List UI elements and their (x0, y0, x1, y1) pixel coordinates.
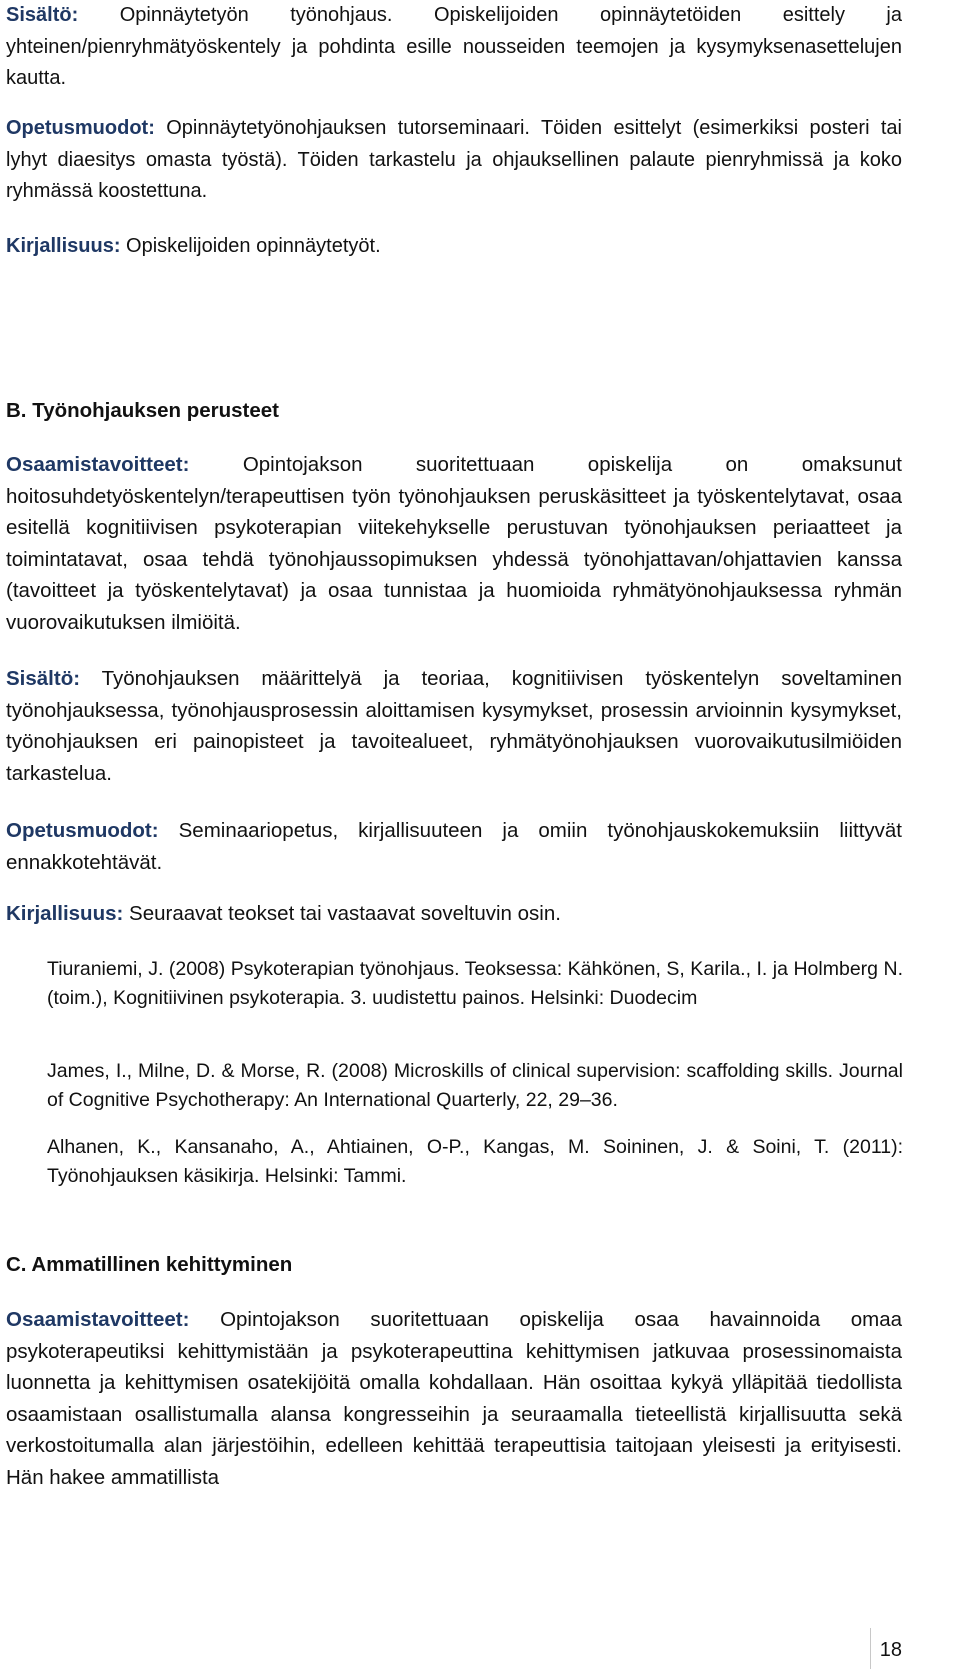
literature-label: Kirjallisuus: (6, 235, 121, 257)
learning-outcomes-text: Opintojakson suoritettuaan opiskelija osaa havainnoida omaa psykoterapeutiksi kehittymistään ja psykoterapeuttina kehittymisen jatkuvaa prosessinomaista luonnetta ja kehittymisen osatekijöitä omalla kohdallaan. Hän osoittaa kykyä ylläpitää tiedollista osaamistaan osallistumalla alansa kongresseihin ja seuraamalla tieteellistä kirjallisuutta sekä verkostoitumalla alan järjestöihin, edelleen kehittää terapeuttisia taitojaan yleisesti ja erityisesti. Hän hakee ammatillista (6, 1308, 902, 1489)
section-b-learning-outcomes (6, 449, 902, 638)
page-number: 18 (879, 1639, 902, 1661)
learning-outcomes-text: Opintojakson suoritettuaan opiskelija on omaksunut hoitosuhdetyöskentelyn/terapeuttisen työn työnohjauksen peruskäsitteet ja työskentelytavat, osaa esitellä kognitiivisen psykoterapian viitekehykselle perustuvan työnohjauksen periaatteet ja toimintatavat, osaa tehdä työnohjaussopimuksen yhdessä työnohjattavan/ohjattavien kanssa (tavoitteet ja työskentelytavat) ja osaa tunnistaa ja huomioida ryhmätyönohjauksessa ryhmän vuorovaikutuksen ilmiöitä. (6, 453, 902, 634)
content-text: Työnohjauksen määrittelyä ja teoriaa, kognitiivisen työskentelyn soveltaminen työnohjauksessa, työnohjausprosessin aloittamisen kysymykset, prosessin arvioinnin kysymykset, työnohjauksen eri painopisteet ja tavoitealueet, ryhmätyönohjauksen vuorovaikutusilmiöiden tarkastelua. (6, 667, 902, 785)
literature-label: Kirjallisuus: (6, 902, 124, 925)
section-b-heading: B. Työnohjauksen perusteet (6, 399, 280, 422)
teaching-methods-text: Opinnäytetyönohjauksen tutorseminaari. Töiden esittelyt (esimerkiksi posteri tai lyhyt diaesitys omasta työstä). Töiden tarkastelu ja ohjauksellinen palaute pienryhmissä ja koko ryhmässä koostettuna. (6, 117, 902, 202)
reference-item: Tiuraniemi, J. (2008) Psykoterapian työnohjaus. Teoksessa: Kähkönen, S, Karila., I. ja Holmberg N. (toim.), Kognitiivinen psykoterapia. 3. uudistettu painos. Helsinki: Duodecim (47, 958, 903, 1009)
section-c-heading: C. Ammatillinen kehittyminen (6, 1253, 293, 1276)
teaching-methods-label: Opetusmuodot: (6, 117, 155, 139)
reference-item: James, I., Milne, D. & Morse, R. (2008) Microskills of clinical supervision: scaffolding skills. Journal of Cognitive Psychotherapy: An International Quarterly, 22, 29–36. (47, 1060, 903, 1111)
content-text: Opinnäytetyön työnohjaus. Opiskelijoiden opinnäytetöiden esittely ja yhteinen/pienryhmätyöskentely ja pohdinta esille nousseiden teemojen ja kysymyksenasettelujen kautta. (6, 4, 902, 89)
teaching-methods-text: Seminaariopetus, kirjallisuuteen ja omiin työnohjauskokemuksiin liittyvät ennakkotehtävät. (6, 819, 902, 874)
content-label: Sisältö: (6, 667, 81, 690)
literature-paragraph (6, 231, 902, 263)
section-b-content (6, 663, 902, 789)
page-number-divider (870, 1628, 871, 1669)
section-c-learning-outcomes (6, 1304, 902, 1493)
literature-text: Seuraavat teokset tai vastaavat soveltuvin osin. (123, 902, 561, 925)
learning-outcomes-label: Osaamistavoitteet: (6, 1308, 190, 1331)
reference-item: Alhanen, K., Kansanaho, A., Ahtiainen, O-P., Kangas, M. Soininen, J. & Soini, T. (2011): Työnohjauksen käsikirja. Helsinki: Tammi. (47, 1136, 903, 1187)
literature-text: Opiskelijoiden opinnäytetyöt. (120, 235, 381, 257)
section-b-literature (6, 898, 902, 930)
teaching-methods-paragraph (6, 113, 902, 208)
section-b-teaching-methods (6, 815, 902, 878)
learning-outcomes-label: Osaamistavoitteet: (6, 453, 190, 476)
content-label: Sisältö: (6, 4, 79, 26)
content-paragraph (6, 0, 902, 95)
teaching-methods-label: Opetusmuodot: (6, 819, 159, 842)
